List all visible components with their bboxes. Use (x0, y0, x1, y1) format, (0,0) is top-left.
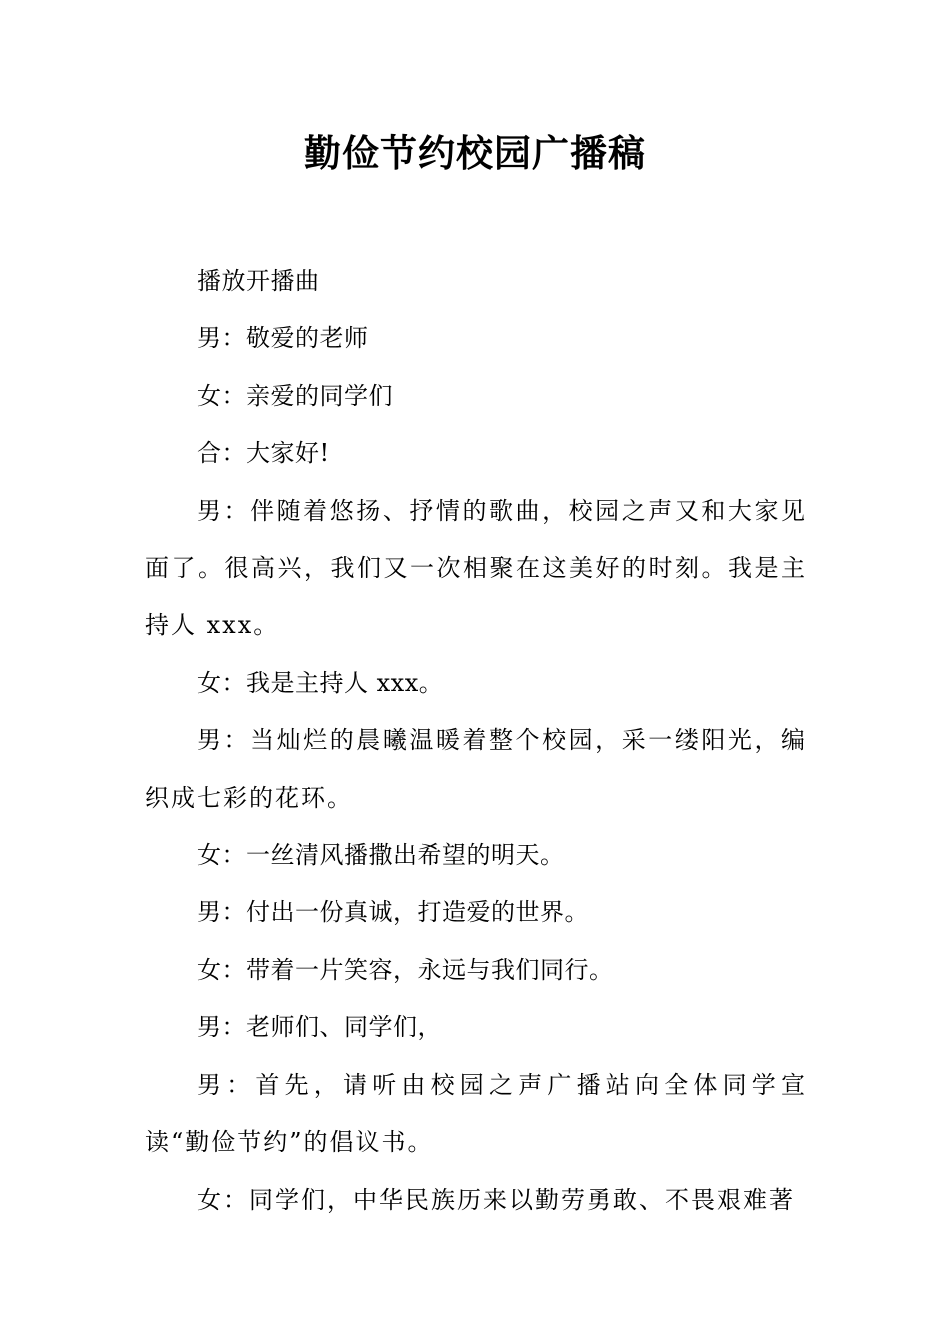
paragraph-male-address: 男：老师们、同学们， (197, 1013, 442, 1042)
paragraph-male-proposal: 男：首先，请听由校园之声广播站向全体同学宣读“勤俭节约”的倡议书。 (145, 1070, 807, 1157)
document-body (145, 253, 807, 1229)
paragraph-male-greeting-teachers: 男：敬爱的老师 (197, 324, 369, 353)
paragraph-male-sincerity: 男：付出一份真诚，打造爱的世界。 (197, 898, 589, 927)
paragraph-female-nation: 女：同学们，中华民族历来以勤劳勇敢、不畏艰难著 (197, 1185, 795, 1214)
paragraph-female-smile: 女：带着一片笑容，永远与我们同行。 (197, 955, 614, 984)
paragraph-male-introduction: 男：伴随着悠扬、抒情的歌曲，校园之声又和大家见面了。很高兴，我们又一次相聚在这美好的时刻。我是主持人 xxx。 (145, 496, 807, 640)
paragraph-female-greeting-students: 女：亲爱的同学们 (197, 381, 393, 410)
paragraph-opening-music: 播放开播曲 (197, 267, 320, 295)
paragraph-male-morning: 男：当灿烂的晨曦温暖着整个校园，采一缕阳光，编织成七彩的花环。 (145, 726, 807, 812)
paragraph-together-hello: 合：大家好! (197, 439, 330, 468)
paragraph-female-breeze: 女：一丝清风播撒出希望的明天。 (197, 841, 565, 870)
paragraph-female-host: 女：我是主持人 xxx。 (197, 668, 444, 697)
document-title: 勤俭节约校园广播稿 (304, 131, 646, 175)
